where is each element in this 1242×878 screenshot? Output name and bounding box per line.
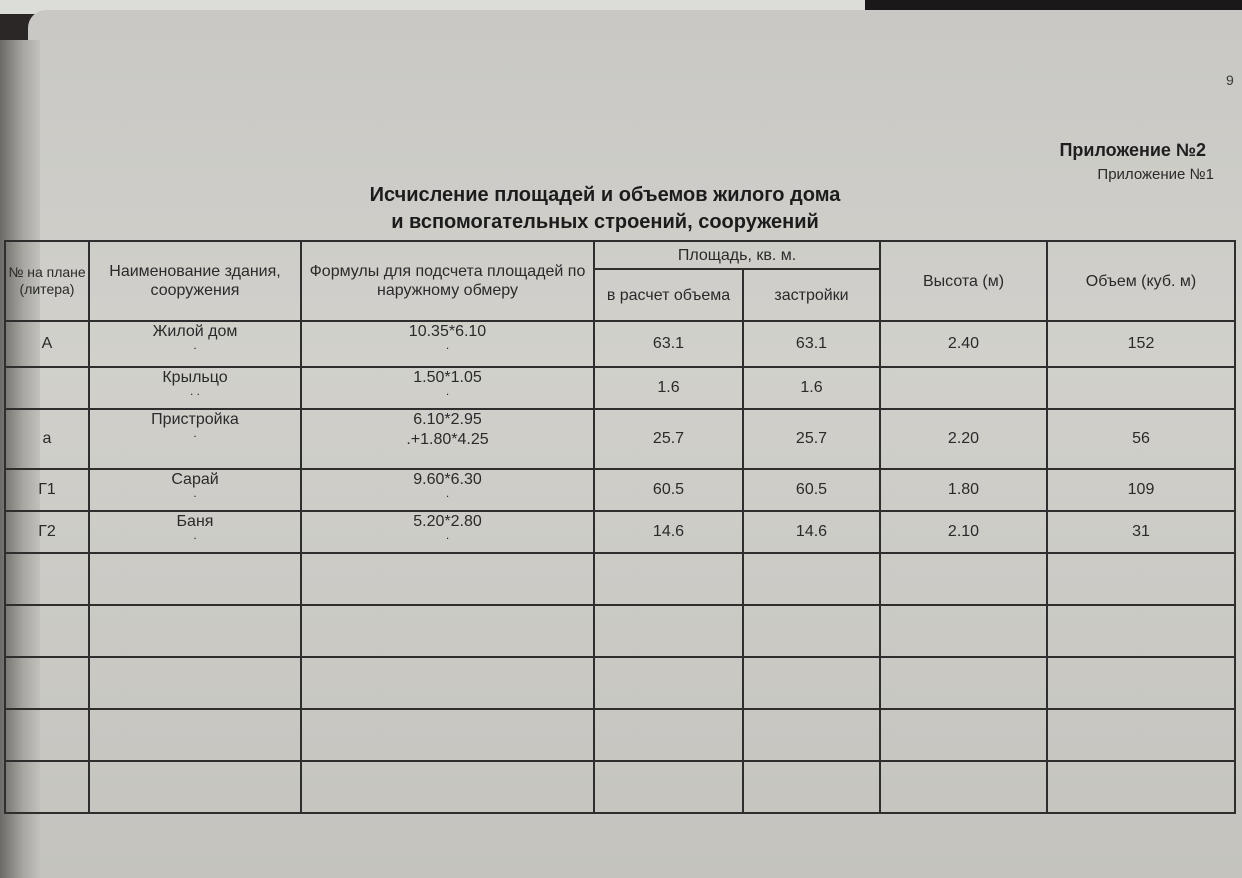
cell-formula (301, 511, 594, 553)
cell-formula (301, 469, 594, 511)
header-volume: Объем (куб. м) (1047, 241, 1235, 321)
document-title (300, 182, 910, 236)
formula-text: 9.60*6.30 (413, 471, 482, 488)
table-row (5, 469, 1235, 511)
cell-num: А (5, 321, 89, 367)
area-volume-table (4, 240, 1236, 814)
name-text: Баня (176, 513, 214, 530)
table-row (5, 321, 1235, 367)
cell-volume: 109 (1047, 469, 1235, 511)
dot-mark: . (445, 338, 450, 352)
empty-row (5, 657, 1235, 709)
dot-mark: . (445, 528, 450, 542)
header-row (5, 241, 1235, 269)
cell-name (89, 409, 301, 469)
cell-volume: 31 (1047, 511, 1235, 553)
cell-area-build: 63.1 (743, 321, 880, 367)
header-height: Высота (м) (880, 241, 1047, 321)
empty-row (5, 709, 1235, 761)
formula-text: 5.20*2.80 (413, 513, 482, 530)
cell-area-build: 25.7 (743, 409, 880, 469)
cell-formula (301, 409, 594, 469)
cell-area-build: 14.6 (743, 511, 880, 553)
formula-text-2: .+1.80*4.25 (406, 431, 489, 448)
cell-num (5, 367, 89, 409)
cell-num: Г2 (5, 511, 89, 553)
cell-height: 2.20 (880, 409, 1047, 469)
empty-row (5, 605, 1235, 657)
cell-name (89, 367, 301, 409)
cell-formula (301, 321, 594, 367)
cell-name (89, 511, 301, 553)
header-area-build: застройки (743, 269, 880, 321)
name-text: Жилой дом (152, 323, 238, 340)
formula-text: 10.35*6.10 (408, 323, 487, 340)
cell-volume (1047, 367, 1235, 409)
table-row (5, 511, 1235, 553)
cell-area-calc: 63.1 (594, 321, 743, 367)
name-text: Крыльцо (162, 369, 228, 386)
title-line-1: Исчисление площадей и объемов жилого дома (369, 184, 841, 206)
cell-name (89, 321, 301, 367)
dot-mark: . (445, 486, 450, 500)
dot-mark: . (193, 426, 197, 440)
title-line-2: и вспомогательных строений, сооружений (391, 211, 819, 233)
cell-height (880, 367, 1047, 409)
dot-mark: . . (189, 384, 200, 398)
cell-volume: 56 (1047, 409, 1235, 469)
cell-name (89, 469, 301, 511)
cell-area-calc: 14.6 (594, 511, 743, 553)
cell-num: Г1 (5, 469, 89, 511)
dot-mark: . (193, 528, 197, 542)
header-name: Наименование здания, сооружения (89, 241, 301, 321)
cell-area-calc: 25.7 (594, 409, 743, 469)
cell-volume: 152 (1047, 321, 1235, 367)
name-text: Сарай (171, 471, 219, 488)
appendix-title: Приложение №2 (1059, 140, 1206, 160)
cell-height: 1.80 (880, 469, 1047, 511)
dot-mark: . (193, 338, 197, 352)
cell-num: а (5, 409, 89, 469)
table-row (5, 367, 1235, 409)
header-formula: Формулы для подсчета площадей по наружному обмеру (301, 241, 594, 321)
dot-mark: . (445, 384, 450, 398)
header-area: Площадь, кв. м. (594, 241, 880, 269)
appendix-subtitle: Приложение №1 (1097, 166, 1214, 183)
empty-row (5, 553, 1235, 605)
cell-area-calc: 60.5 (594, 469, 743, 511)
formula-text: 1.50*1.05 (413, 369, 482, 386)
page-number: 9 (1226, 72, 1234, 88)
name-text: Пристройка (151, 411, 239, 428)
header-num: № на плане (литера) (5, 241, 89, 321)
cell-area-build: 1.6 (743, 367, 880, 409)
dot-mark: . (193, 486, 197, 500)
cell-formula (301, 367, 594, 409)
cell-area-calc: 1.6 (594, 367, 743, 409)
empty-row (5, 761, 1235, 813)
cell-height: 2.10 (880, 511, 1047, 553)
header-area-calc: в расчет объема (594, 269, 743, 321)
cell-area-build: 60.5 (743, 469, 880, 511)
cell-height: 2.40 (880, 321, 1047, 367)
formula-text-1: 6.10*2.95 (413, 411, 482, 428)
table-row (5, 409, 1235, 469)
